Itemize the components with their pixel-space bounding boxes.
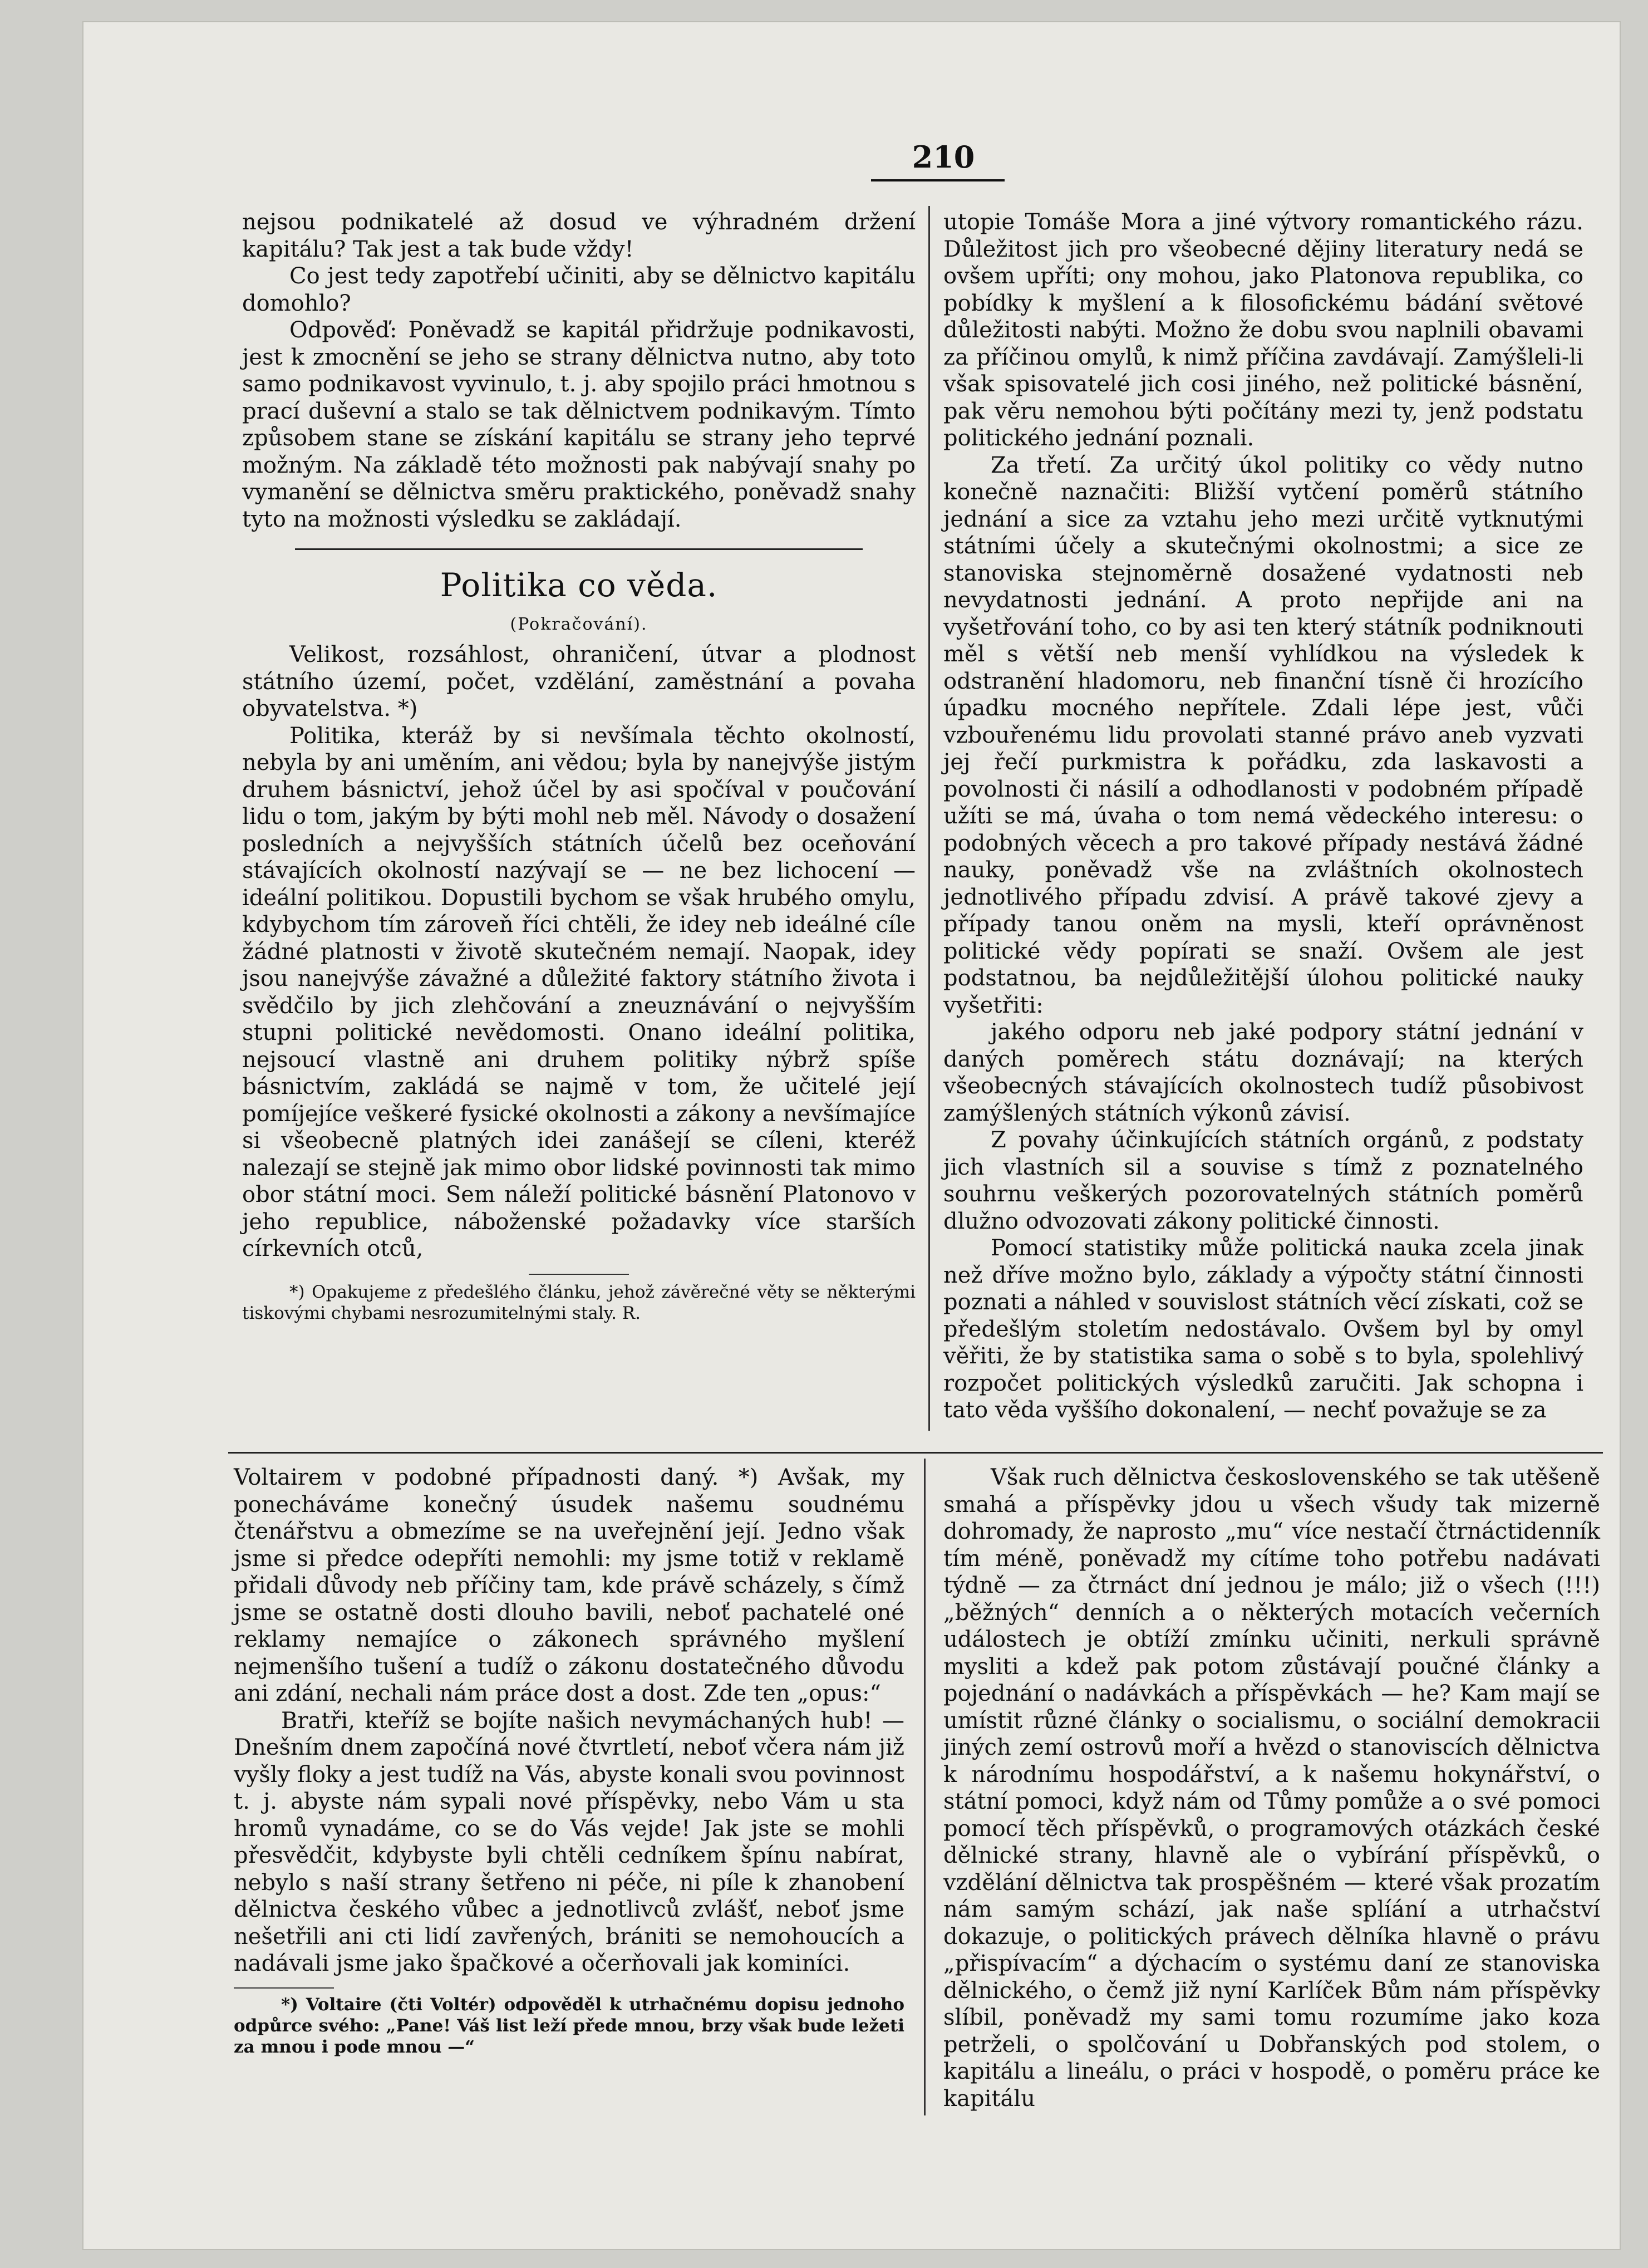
paragraph: nejsou podnikatelé až dosud ve výhradném držení kapitálu? Tak jest a tak bude vždy! [242,209,916,262]
column-top-left [242,209,916,1324]
paragraph: Co jest tedy zapotřebí učiniti, aby se dělnictvo kapitálu domohlo? [242,263,916,316]
section-subtitle: (Pokračování). [510,615,648,634]
newspaper-page [83,22,1620,2249]
paragraph: Velikost, rozsáhlost, ohraničení, útvar a plodnost státního území, počet, vzdělání, zaměstnání a povaha obyvatelstva. *) [242,642,916,721]
paragraph: Politika, kteráž by si nevšímala těchto okolností, nebyla by ani uměním, ani vědou; byla by nanejvýše jistým druhem básnictví, jehož účel by asi spočíval v poučování lidu o tom, jakým by býti mohl neb měl. Návody o dosažení posledních a nejvyšších státních účelů bez oceňování stávajících okolností nazývají se — ne bez lichocení — ideální politikou. Dopustili bychom se však hrubého omylu, kdybychom tím zároveň říci chtěli, že idey neb ideálné cíle žádné platnosti v životě skutečném nemají. Naopak, idey jsou nanejvýše závažné a důležité faktory státního života i svědčilo by jich zlehčování a zneuznávání o nejvyšším stupni politické nevědomosti. Onano ideální politika, nejsoucí vlastně ani druhem politiky nýbrž spíše básnictvím, zakládá se najmě v tom, že učitelé její pomíjejíce veškeré fysické okolnosti a zákony a nevšímajíce si všeobecně platných idei zanášejí se cíleni, kteréž nalezají se stejně jak mimo obor lidské povinnosti tak mimo obor státní moci. Sem náleží politické básnění Platonovo v jeho republice, náboženské požadavky více starších církevních otců, [242,723,916,1261]
column-separator [924,1459,926,2115]
section-divider [295,548,863,550]
paragraph: Pomocí statistiky může politická nauka zcela jinak než dříve možno bylo, základy a výpočty státní činnosti poznati a náhled v souvislost státních věcí získati, což se předešlým stoletím nedostávalo. Ovšem byl by omyl věřiti, že by statistika sama o sobě s to byla, spolehlivý rozpočet politických výsledků zaručiti. Jak schopna i tato věda vyššího dokonalení, — nechť považuje se za [943,1235,1583,1423]
footnote-divider [529,1274,629,1275]
footnote-divider [234,1987,334,1989]
paragraph: jakého odporu neb jaké podpory státní jednání v daných poměrech státu doznávají; na kterých všeobecných stávajících okolnostech tudíž působivost zamýšlených státních výkonů závisí. [943,1019,1583,1126]
page-number-underline [871,179,1005,181]
paragraph: Bratři, kteříž se bojíte našich nevymáchaných hub! — Dnešním dnem započíná nové čtvrtletí, neboť včera nám již vyšly floky a jest tudíž na Vás, abyste konali svou povinnost t. j. abyste nám sypali nové příspěvky, nebo Vám u sta hromů vynadáme, co se do Vás vejde! Jak jste se mohli přesvědčit, kdybyste byli chtěli cedníkem špínu nabírat, nebylo s naší strany šetřeno ni péče, ni píle k zhanobení dělnictva českého vůbec a jednotlivců zvlášť, neboť jsme nešetřili ani cti lidí zavřených, brániti se nemohoucích a nadávali jsme jako špačkové a očerňovali jak kominíci. [234,1707,904,1976]
paragraph: Však ruch dělnictva československého se tak utěšeně smahá a příspěvky jdou u všech všudy tak mizerně dohromady, že naprosto „mu“ více nestačí čtrnáctidenník tím méně, poněvadž my cítíme toho potřebu nadávati týdně — za čtrnáct dní jednou je málo; již o všech (!!!) „běžných“ denních a o některých motacích večerních událostech je obtíží zmínku učiniti, nerkuli správně mysliti a kdež pak potom zůstávají poučné články a pojednání o nadávkách a příspěvkách — he? Kam mají se umístit různé články o socialismu, o sociální demokracii jiných zemí ostrovů moří a hvězd o stanoviscích dělnictva k národnímu hospodářství, a k našemu hokynářství, o státní pomoci, když nám od Tůmy pomůže a o své pomoci pomocí těch příspěvků, o programových otázkách české dělnické strany, hlavně ale o vybírání příspěvků, o vzdělání dělnictva tak prospěšném — které však prozatím nám samým schází, jak naše splíání a utrhačství dokazuje, o politických právech dělníka hlavně o právu „přispívacím“ a dýchacím o systému daní ze stanoviska dělnického, o čemž již nyní Karlíček Bům nám příspěvky slíbil, poněvadž my sami tomu rozumíme jako koza petrželi, o spolčování u Dobřanských pod stolem, o kapitálu a lineálu, o práci v hospodě, o poměru práce ke kapitálu [943,1465,1600,2112]
column-bottom-left [234,1464,904,2058]
section-separator [228,1452,1603,1454]
paragraph: Za třetí. Za určitý úkol politiky co vědy nutno konečně naznačiti: Bližší vytčení poměrů státního jednání a sice za vztahu jeho mezi určitě vytknutými státními účely a skutečnými okolnostmi; a sice ze stanoviska stejnoměrně dosažené vydatnosti neb nevydatnosti jednání. A proto nepřijde ani na vyšetřování toho, co by asi ten který státník podniknouti měl s větší neb menší vyhlídkou na výsledek k odstranění hladomoru, neb finanční tísně či hrozícího úpadku mocného nepřítele. Zdali lépe jest, vůči vzbouřenému lidu provolati stanné právo aneb vyzvati jej řečí purkmistra k pořádku, zda laskavosti a povolnosti či násilí a odhodlanosti v podobném případě užíti se má, úvaha o tom nemá vědeckého interesu: o podobných věcech a pro takové případy nestává žádné nauky, poněvadž vše na zvláštních okolnostech jednotlivého případu zdvisí. A právě takové zjevy a případy tanou oněm na mysli, kteří oprávněnost politické vědy popírati se snaží. Ovšem ale jest podstatnou, ba nejdůležitější úlohou politické nauky vyšetřiti: [943,452,1583,1018]
column-top-right [943,209,1583,1424]
paragraph: utopie Tomáše Mora a jiné výtvory romantického rázu. Důležitost jich pro všeobecné dějiny literatury nedá se ovšem upříti; ony mohou, jako Platonova republika, co pobídky k myšlení a k filosofickému bádání světové důležitosti nabýti. Možno že dobu svou naplnili obavami za příčinou omylů, k nimž příčina zavdávají. Zamýšleli-li však spisovatelé jich cosi jiného, než politické básnění, pak věru nemohou býti počítány mezi ty, jenž podstatu politického jednání poznali. [943,209,1583,451]
column-separator [928,206,930,1431]
footnote: *) Voltaire (čti Voltér) odpověděl k utrhačnému dopisu jednoho odpůrce svého: „Pane! Váš list leží přede mnou, brzy však bude ležeti za mnou i pode mnou —“ [234,1994,904,2057]
section-title: Politika co věda. [440,566,718,604]
paragraph: Odpověď: Poněvadž se kapitál přidržuje podnikavosti, jest k zmocnění se jeho se strany dělnictva nutno, aby toto samo podnikavost vyvinulo, t. j. aby spojilo práci hmotnou s prací duševní a stalo se tak dělnictvem podnikavým. Tímto způsobem stane se získání kapitálu se strany jeho teprvé možným. Na základě této možnosti pak nabývají snahy po vymanění se dělnictva směru praktického, poněvadž snahy tyto na možnosti výsledku se zakládají. [242,317,916,532]
paragraph: Voltairem v podobné případnosti daný. *) Avšak, my ponecháváme konečný úsudek našemu soudnému čtenářstvu a obmezíme se na uveřejnění její. Jedno však jsme si předce odepříti nemohli: my jsme totiž v reklamě přidali důvody neb příčiny tam, kde právě scházely, s čímž jsme se ostatně dosti dlouho bavili, neboť pachatelé oné reklamy nemajíce o zákonech správného myšlení nejmenšího tušení a tudíž o zákonu dostatečného důvodu ani zdání, nechali nám práce dost a dost. Zde ten „opus:“ [234,1465,904,1706]
footnote: *) Opakujeme z předešlého článku, jehož závěrečné věty se některými tiskovými chybami nesrozumitelnými staly. R. [242,1282,916,1323]
column-bottom-right [943,1464,1600,2112]
page-number: 210 [912,139,975,175]
paragraph: Z povahy účinkujících státních orgánů, z podstaty jich vlastních sil a souvise s tímž z poznatelného souhrnu veškerých pozorovatelných státních poměrů dlužno odvozovati zákony politické činnosti. [943,1127,1583,1234]
